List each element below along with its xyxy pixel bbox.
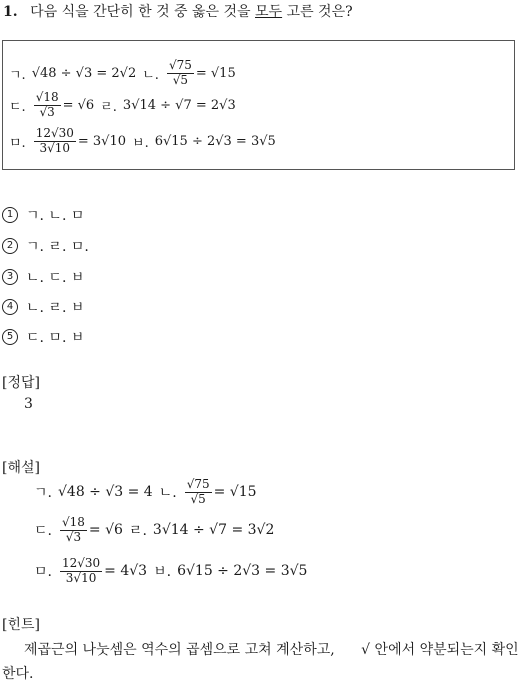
explanation-label-b: ㄴ. — [158, 485, 177, 502]
fraction-denominator: √3 — [39, 104, 55, 119]
explanation-rhs-e: = 4√3 — [104, 563, 148, 580]
fraction-numerator: √18 — [35, 90, 59, 104]
box-row-2 — [9, 91, 236, 120]
explanation-row-1 — [34, 478, 257, 507]
item-rhs-c: = √6 — [62, 97, 95, 113]
choice-number: 5 — [2, 329, 18, 345]
explanation-rhs-c: = √6 — [88, 522, 123, 539]
choice-3[interactable] — [2, 267, 84, 287]
explanation-fraction-b — [185, 478, 212, 507]
explanation-row-3 — [34, 557, 307, 586]
explanation-label-f: ㅂ. — [153, 564, 172, 581]
item-rhs-e: = 3√10 — [77, 133, 127, 149]
question-text-underlined: 모두 — [255, 4, 283, 20]
fraction-denominator: √5 — [172, 72, 189, 87]
explanation-rhs-b: = √15 — [213, 484, 257, 501]
item-fraction-e — [34, 127, 76, 156]
fraction-denominator: √3 — [65, 529, 82, 544]
item-expr-a: √48 ÷ √3 = 2√2 — [31, 65, 137, 81]
fraction-denominator: 3√10 — [65, 570, 97, 585]
item-label-b: ㄴ. — [142, 67, 159, 83]
explanation-label-c: ㄷ. — [34, 523, 52, 540]
fraction-numerator: 12√30 — [35, 126, 74, 140]
fraction-numerator: √75 — [168, 58, 192, 72]
hint-text-part1: 제곱근의 나눗셈은 역수의 곱셈으로 고쳐 계산하고, — [24, 642, 335, 658]
choice-number: 2 — [2, 238, 18, 254]
answer-value: 3 — [24, 396, 33, 412]
explanation-expr-d: 3√14 ÷ √7 = 3√2 — [152, 522, 275, 539]
choice-4[interactable] — [2, 297, 84, 317]
item-fraction-b — [167, 59, 194, 88]
box-row-3 — [9, 127, 276, 156]
fraction-numerator: √75 — [186, 477, 210, 491]
fraction-numerator: √18 — [61, 515, 85, 529]
explanation-row-2 — [34, 516, 274, 545]
explanation-fraction-e — [60, 557, 102, 586]
choice-text: ㄷ. ㅁ. ㅂ — [26, 330, 85, 346]
choice-number: 4 — [2, 299, 18, 315]
explanation-label-a: ㄱ. — [34, 485, 52, 502]
choice-number: 1 — [2, 207, 18, 223]
fraction-denominator: 3√10 — [39, 140, 71, 155]
explanation-expr-f: 6√15 ÷ 2√3 = 3√5 — [177, 563, 308, 580]
item-expr-d: 3√14 ÷ √7 = 2√3 — [122, 97, 236, 113]
hint-heading: [힌트] — [2, 617, 40, 633]
question-text-before: 다음 식을 간단히 한 것 중 옳은 것을 — [30, 4, 251, 20]
statement-box — [2, 40, 515, 170]
item-label-f: ㅂ. — [132, 135, 149, 151]
question-number: 1. — [3, 4, 18, 20]
item-rhs-b: = √15 — [195, 65, 236, 81]
item-label-a: ㄱ. — [9, 67, 26, 83]
choice-text: ㄱ. ㄴ. ㅁ — [26, 208, 85, 224]
fraction-numerator: 12√30 — [61, 556, 101, 570]
explanation-fraction-c — [60, 516, 87, 545]
question-text-after: 고른 것은? — [286, 4, 353, 20]
fraction-denominator: √5 — [190, 491, 206, 506]
choice-text: ㄱ. ㄹ. ㅁ. — [26, 239, 89, 255]
choice-number: 3 — [2, 269, 18, 285]
question-title — [3, 1, 353, 21]
explanation-label-d: ㄹ. — [128, 523, 147, 540]
explanation-label-e: ㅁ. — [34, 564, 52, 581]
item-label-d: ㄹ. — [100, 99, 117, 115]
choice-2[interactable] — [2, 236, 89, 256]
item-expr-f: 6√15 ÷ 2√3 = 3√5 — [154, 133, 276, 149]
hint-text-part2: 안에서 약분되는지 확인한다. — [2, 642, 519, 682]
explanation-heading: [해설] — [2, 460, 40, 476]
item-label-c: ㄷ. — [9, 99, 26, 115]
radical-icon: √ — [361, 642, 371, 658]
box-row-1 — [9, 59, 236, 88]
choice-5[interactable] — [2, 327, 84, 347]
answer-heading: [정답] — [2, 375, 40, 391]
item-label-e: ㅁ. — [9, 135, 26, 151]
choice-text: ㄴ. ㄷ. ㅂ — [26, 270, 85, 286]
item-fraction-c — [34, 91, 61, 120]
choice-text: ㄴ. ㄹ. ㅂ — [26, 300, 85, 316]
explanation-expr-a: √48 ÷ √3 = 4 — [57, 484, 153, 501]
choice-1[interactable] — [2, 205, 84, 225]
